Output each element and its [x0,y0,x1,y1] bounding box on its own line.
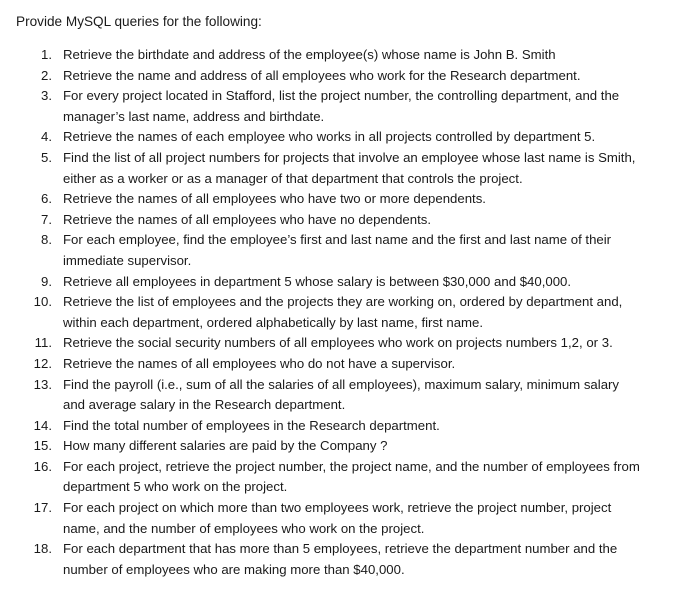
question-text: Retrieve the name and address of all employees who work for the Research department. [63,67,581,83]
question-text: Retrieve the birthdate and address of the employee(s) whose name is John B. Smith [63,47,556,62]
question-text: Find the list of all project numbers for projects that involve an employee whose last name is Smith, either as a worker or as a manager of that department that controls the project. [63,149,636,186]
question-item [16,333,670,354]
question-number: 8. [41,232,52,248]
question-number: 9. [41,273,52,289]
question-number: 16. [33,458,52,474]
question-number: 15. [33,438,52,454]
question-item [16,354,670,375]
question-item [16,127,670,148]
document-heading: Provide MySQL queries for the following: [16,14,262,29]
question-item [16,148,670,189]
question-text: For each project on which more than two employees work, retrieve the project number, project name, and the number of employees who work on the project. [63,500,612,536]
question-item [16,230,670,271]
question-number: 13. [33,376,52,392]
question-item [16,272,670,293]
question-text: Retrieve the names of all employees who do not have a supervisor. [63,355,456,371]
question-number: 1. [41,47,52,62]
question-item [16,292,670,333]
question-number: 7. [41,211,52,227]
question-item [16,375,670,416]
question-number: 10. [33,294,52,310]
question-item [16,45,670,66]
question-number: 4. [41,129,52,145]
question-text: Retrieve the social security numbers of all employees who work on projects numbers 1,2, or 3. [63,335,613,351]
question-number: 17. [33,500,52,516]
question-item [16,86,670,127]
question-item [16,539,670,580]
question-text: For each project, retrieve the project number, the project name, and the number of employees from department 5 who work on the project. [63,458,640,495]
question-text: Retrieve the names of all employees who have two or more dependents. [63,191,486,207]
question-number: 3. [41,88,52,104]
question-text: For every project located in Stafford, list the project number, the controlling department, and the manager’s last name, address and birthdate. [63,88,620,124]
question-number: 2. [41,67,52,83]
question-item [16,189,670,210]
question-text: For each employee, find the employee’s first and last name and the first and last name of their immediate supervisor. [63,232,612,268]
question-item [16,457,670,498]
question-number: 14. [33,417,52,433]
question-number: 11. [34,335,52,351]
question-text: Retrieve the names of each employee who works in all projects controlled by department 5. [63,129,596,145]
question-list [16,45,670,580]
question-text: How many different salaries are paid by the Company ? [63,438,388,454]
question-text: Retrieve the names of all employees who have no dependents. [63,211,432,227]
question-number: 12. [33,355,52,371]
question-item [16,498,670,539]
question-number: 18. [33,541,52,557]
question-item [16,66,670,87]
question-number: 5. [41,149,52,165]
question-text: Retrieve the list of employees and the projects they are working on, ordered by department and, within each department, ordered alphabetically by last name, first name. [63,294,623,330]
question-item [16,436,670,457]
question-text: Retrieve all employees in department 5 whose salary is between $30,000 and $40,000. [63,273,572,289]
question-text: Find the payroll (i.e., sum of all the salaries of all employees), maximum salary, minimum salary and average salary in the Research department. [63,376,620,413]
question-item [16,210,670,231]
question-number: 6. [41,191,52,207]
question-item [16,416,670,437]
question-text: For each department that has more than 5 employees, retrieve the department number and the number of employees who are making more than $40,000. [63,541,618,577]
question-text: Find the total number of employees in the Research department. [63,417,440,433]
